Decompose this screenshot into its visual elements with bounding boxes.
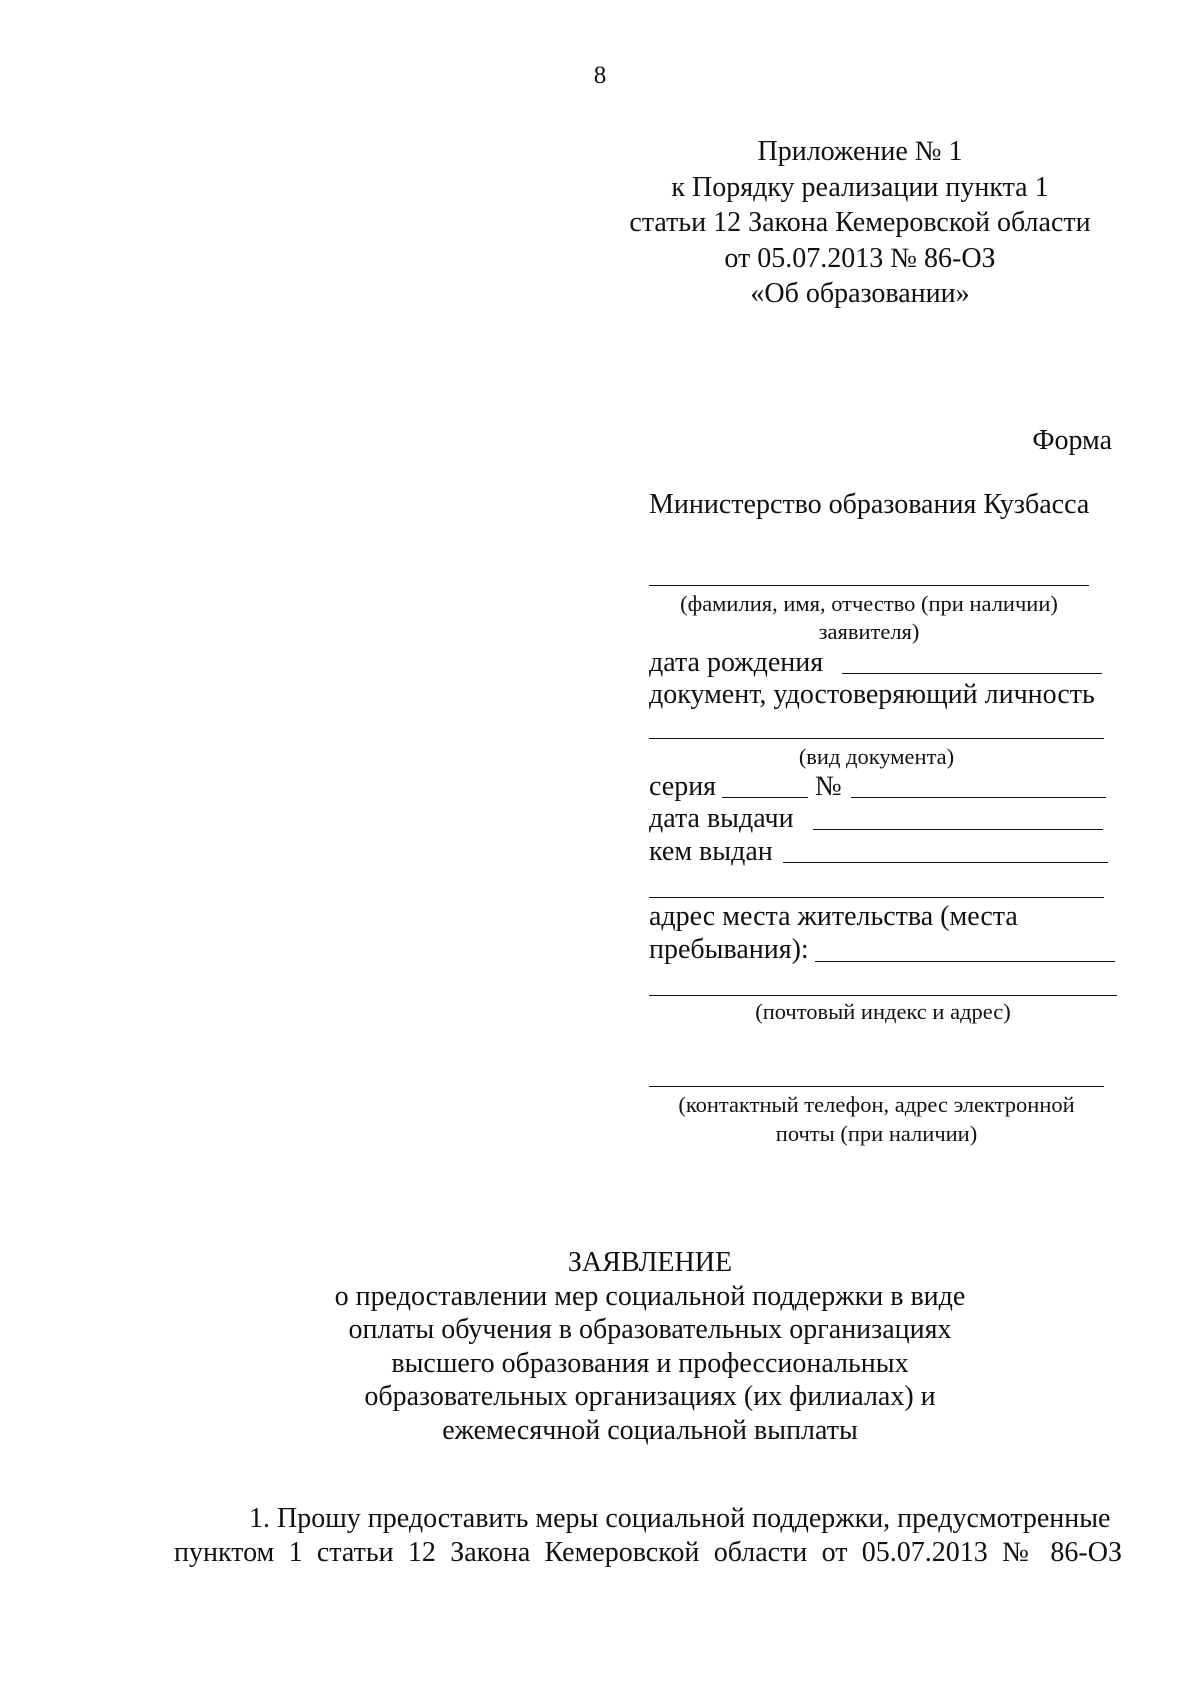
contact-blank[interactable] <box>649 1086 1104 1087</box>
appendix-reference <box>610 134 1110 312</box>
statement-subtitle-line: ежемесячной социальной выплаты <box>442 1414 858 1446</box>
appendix-line: Приложение № 1 <box>757 136 963 167</box>
statement-heading <box>250 1246 1050 1447</box>
address-label: адрес места жительства (места <box>649 901 1018 932</box>
address-blank[interactable] <box>815 961 1115 962</box>
number-blank[interactable] <box>851 797 1106 798</box>
birth-date-label: дата рождения <box>649 647 824 678</box>
issued-by-blank-continued[interactable] <box>649 897 1104 898</box>
name-hint-continued: заявителя) <box>818 619 920 644</box>
body-line: 1. Прошу предоставить меры социальной поддержки, предусмотренные <box>249 1503 1111 1534</box>
appendix-line: «Об образовании» <box>750 278 970 309</box>
address-hint: (почтовый индекс и адрес) <box>755 999 1011 1024</box>
id-document-label: документ, удостоверяющий личность <box>649 679 1095 710</box>
statement-title: ЗАЯВЛЕНИЕ <box>567 1247 733 1278</box>
statement-subtitle-line: о предоставлении мер социальной поддержки в виде <box>334 1280 966 1312</box>
issued-by-blank[interactable] <box>783 862 1108 863</box>
appendix-line: статьи 12 Закона Кемеровской области <box>629 207 1091 238</box>
birth-date-blank[interactable] <box>842 673 1102 674</box>
appendix-line: к Порядку реализации пункта 1 <box>671 171 1049 203</box>
form-label: Форма <box>1032 425 1112 456</box>
name-hint: (фамилия, имя, отчество (при наличии) <box>680 591 1058 616</box>
issue-date-label: дата выдачи <box>649 803 794 834</box>
addressee: Министерство образования Кузбасса <box>649 489 1090 520</box>
statement-subtitle-line: образовательных организациях (их филиалах) и <box>364 1381 936 1412</box>
page-number: 8 <box>593 62 607 89</box>
appendix-line: от 05.07.2013 № 86-ОЗ <box>724 242 996 274</box>
contact-hint: (контактный телефон, адрес электронной <box>678 1092 1075 1117</box>
statement-subtitle-line: высшего образования и профессиональных <box>391 1347 909 1379</box>
document-type-blank[interactable] <box>649 738 1104 739</box>
series-label: серия <box>649 771 717 802</box>
address-label-continued: пребывания): <box>649 934 809 965</box>
contact-hint-continued: почты (при наличии) <box>775 1121 978 1146</box>
body-paragraph <box>174 1502 1122 1570</box>
document-type-hint: (вид документа) <box>798 744 955 769</box>
statement-subtitle-line: оплаты обучения в образовательных организациях <box>348 1314 952 1345</box>
body-line: пунктом 1 статьи 12 Закона Кемеровской области от 05.07.2013 № 86-ОЗ <box>174 1537 1122 1568</box>
issue-date-blank[interactable] <box>813 829 1103 830</box>
number-label: № <box>815 771 842 802</box>
name-blank-line[interactable] <box>649 585 1089 586</box>
issued-by-label: кем выдан <box>649 836 773 867</box>
series-blank[interactable] <box>722 797 808 798</box>
address-blank-continued[interactable] <box>649 995 1117 996</box>
